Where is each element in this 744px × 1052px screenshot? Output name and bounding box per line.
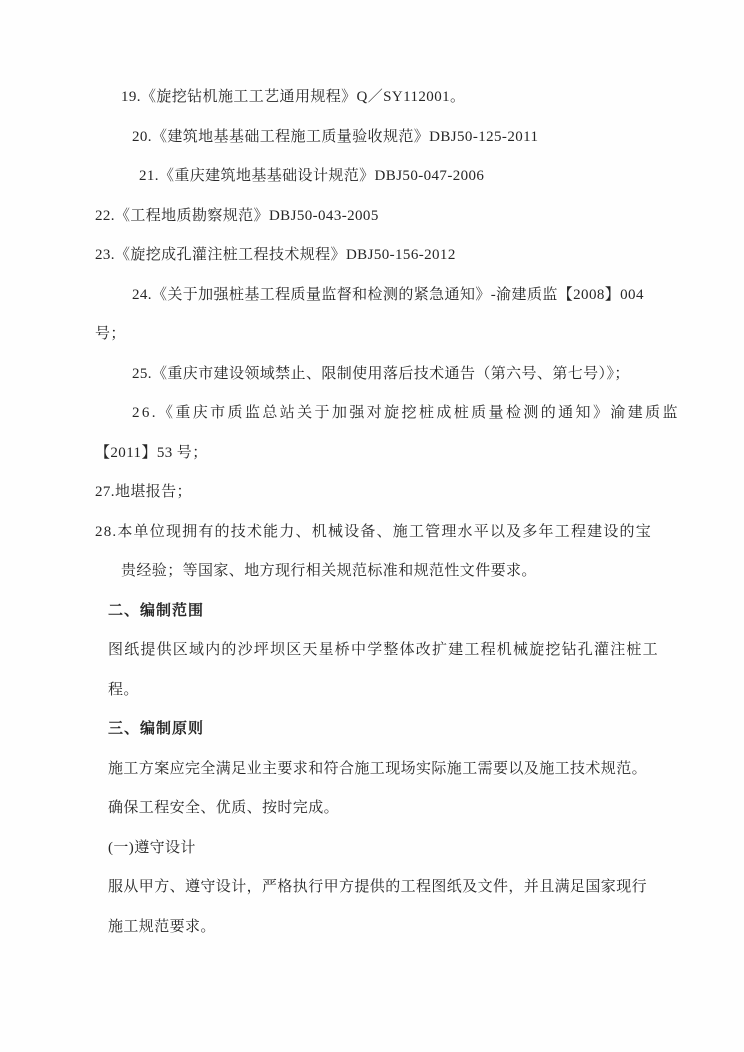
document-line-scope-body: 图纸提供区域内的沙坪坝区天星桥中学整体改扩建工程机械旋挖钻孔灌注桩工: [108, 642, 659, 658]
document-line-reference-24-continuation: 号；: [95, 326, 126, 342]
document-line-reference-27: 27.地堪报告；: [95, 484, 192, 500]
document-line-reference-22: 22.《工程地质勘察规范》DBJ50-043-2005: [95, 207, 379, 224]
document-line-follow-design-body-continuation: 施工规范要求。: [108, 918, 216, 935]
subsection-heading-follow-design: (一)遵守设计: [108, 839, 196, 856]
section-heading-compilation-principles: 三、编制原则: [108, 721, 205, 737]
section-heading-compilation-scope: 二、编制范围: [108, 602, 205, 619]
document-line-principles-body-1: 施工方案应完全满足业主要求和符合施工现场实际施工需要以及施工技术规范。: [108, 760, 648, 777]
document-line-reference-19: 19.《旋挖钻机施工工艺通用规程》Q／SY112001。: [121, 89, 466, 105]
document-line-reference-20: 20.《建筑地基基础工程施工质量验收规范》DBJ50-125-2011: [132, 128, 539, 145]
document-line-reference-23: 23.《旋挖成孔灌注桩工程技术规程》DBJ50-156-2012: [95, 247, 456, 263]
document-line-reference-26-continuation: 【2011】53 号；: [95, 444, 208, 461]
document-line-scope-body-continuation: 程。: [108, 681, 139, 698]
document-line-reference-28-continuation: 贵经验；等国家、地方现行相关规范标准和规范性文件要求。: [121, 563, 537, 579]
document-line-follow-design-body: 服从甲方、遵守设计，严格执行甲方提供的工程图纸及文件，并且满足国家现行: [108, 879, 648, 895]
document-line-reference-21: 21.《重庆建筑地基基础设计规范》DBJ50-047-2006: [139, 168, 485, 184]
document-line-reference-25: 25.《重庆市建设领域禁止、限制使用落后技术通告（第六号、第七号）》；: [132, 365, 630, 382]
document-line-principles-body-2: 确保工程安全、优质、按时完成。: [108, 800, 340, 816]
document-line-reference-26: 26.《重庆市质监总站关于加强对旋挖桩成桩质量检测的通知》渝建质监: [132, 405, 680, 421]
document-line-reference-28: 28.本单位现拥有的技术能力、机械设备、施工管理水平以及多年工程建设的宝: [95, 523, 652, 540]
document-line-reference-24: 24.《关于加强桩基工程质量监督和检测的紧急通知》-渝建质监【2008】004: [132, 286, 644, 303]
